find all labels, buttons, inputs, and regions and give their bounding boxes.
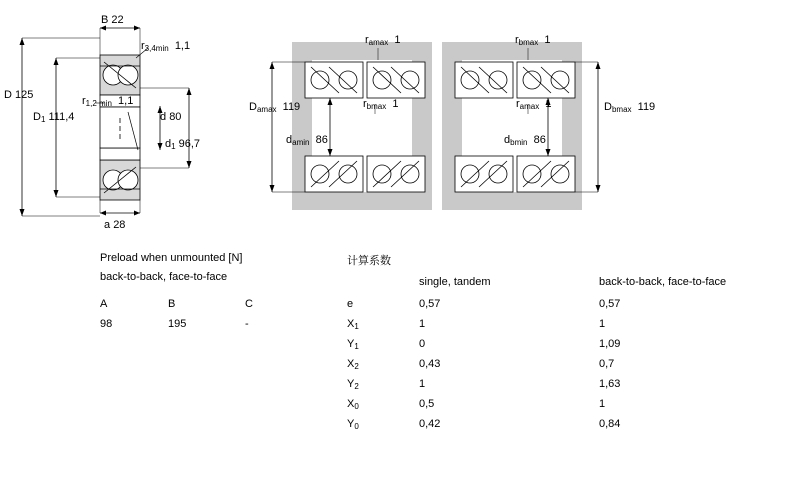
label-r12min: $r_{1,2 min}$ 1,1: [82, 95, 134, 108]
preload-header-C: C: [245, 298, 253, 310]
factors-col-header-btb: back-to-back, face-to-face: [599, 276, 727, 288]
label-B: B 22: [101, 14, 124, 26]
label-r34min: $r_{3,4min}$ 1,1: [141, 40, 191, 53]
factors-row-name-5: $X_0$: [347, 398, 359, 411]
factors-row-btb-0: 0,57: [599, 298, 621, 310]
factors-col-header-single: single, tandem: [419, 276, 491, 288]
preload-value-C: -: [245, 318, 249, 330]
factors-row-single-1: 1: [419, 318, 426, 330]
factors-row-btb-5: 1: [599, 398, 606, 410]
label-ramax-mid: $r_{amax}$ 1: [516, 98, 552, 111]
label-d1: $d_1$ 96,7: [165, 138, 201, 151]
factors-row-name-3: $X_2$: [347, 358, 359, 371]
factors-row-single-3: 0,43: [419, 358, 441, 370]
factors-row-single-4: 1: [419, 378, 426, 390]
label-damin: $d_{amin}$ 86: [286, 134, 328, 147]
factors-title: 计算系数: [347, 255, 391, 267]
factors-row-single-6: 0,42: [419, 418, 441, 430]
preload-title: Preload when unmounted [N]: [100, 252, 243, 264]
label-D: D 125: [4, 89, 34, 101]
factors-row-btb-2: 1,09: [599, 338, 621, 350]
preload-subtitle: back-to-back, face-to-face: [100, 271, 228, 283]
label-rbmax-top: $r_{bmax}$ 1: [515, 34, 551, 47]
preload-header-B: B: [168, 298, 176, 310]
preload-header-A: A: [100, 298, 108, 310]
preload-value-B: 195: [168, 318, 187, 330]
factors-row-name-2: $Y_1$: [347, 338, 359, 351]
factors-row-single-5: 0,5: [419, 398, 435, 410]
label-Dbmax: $D_{bmax}$ 119: [604, 101, 656, 114]
factors-row-btb-6: 0,84: [599, 418, 621, 430]
factors-row-btb-4: 1,63: [599, 378, 621, 390]
preload-value-A: 98: [100, 318, 113, 330]
label-ramax-top: $r_{amax}$ 1: [365, 34, 401, 47]
factors-row-name-4: $Y_2$: [347, 378, 359, 391]
factors-row-single-0: 0,57: [419, 298, 441, 310]
label-d: d 80: [160, 111, 182, 123]
factors-row-name-6: $Y_0$: [347, 418, 359, 431]
label-dbmin: $d_{bmin}$ 86: [504, 134, 546, 147]
factors-row-btb-1: 1: [599, 318, 606, 330]
label-D1: $D_1$ 111,4: [33, 111, 75, 124]
factors-row-single-2: 0: [419, 338, 426, 350]
factors-row-btb-3: 0,7: [599, 358, 615, 370]
label-a: a 28: [104, 219, 126, 231]
factors-row-name-0: e: [347, 298, 354, 310]
factors-row-name-1: $X_1$: [347, 318, 359, 331]
label-Damax: $D_{amax}$ 119: [249, 101, 301, 114]
label-rbmax-mid: $r_{bmax}$ 1: [363, 98, 399, 111]
